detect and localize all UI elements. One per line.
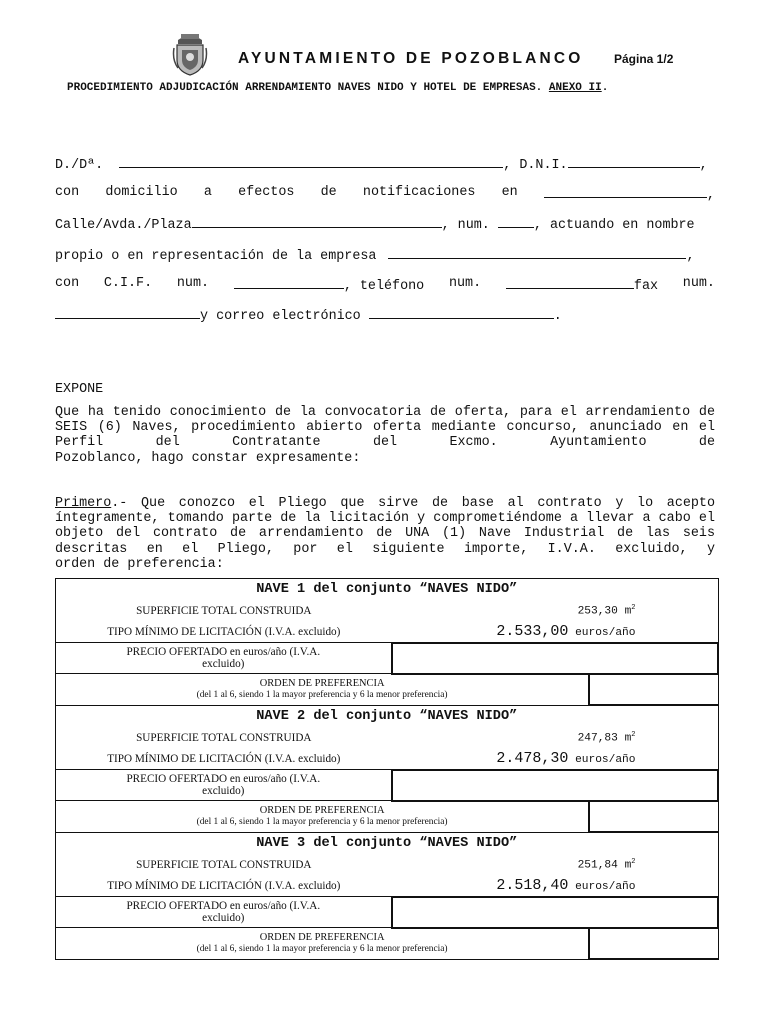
nave-title: NAVE 1 del conjunto “NAVES NIDO” (56, 579, 719, 601)
precio-label: PRECIO OFERTADO en euros/año (I.V.A. excluido) (56, 770, 392, 801)
tipo-value: 2.478,30 euros/año (496, 749, 636, 767)
tipo-value: 2.533,00 euros/año (496, 622, 636, 640)
superficie-label: SUPERFICIE TOTAL CONSTRUIDA (136, 858, 312, 871)
name-dni-line: D./Dª. , D.N.I. , (55, 155, 715, 173)
precio-row (56, 897, 719, 928)
precio-input[interactable] (392, 897, 718, 928)
superficie-value: 251,84 $m^2$ (577, 857, 636, 872)
tipo-row (56, 748, 719, 770)
precio-input[interactable] (392, 643, 718, 674)
name-field[interactable] (119, 155, 503, 168)
precio-label: PRECIO OFERTADO en euros/año (I.V.A. excluido) (56, 643, 392, 674)
orden-row (56, 674, 719, 706)
empresa-field[interactable] (388, 246, 686, 259)
tipo-label: TIPO MÍNIMO DE LICITACIÓN (I.V.A. excluido) (107, 879, 341, 892)
superficie-row (56, 854, 719, 875)
orden-input[interactable] (589, 928, 718, 960)
orden-label: ORDEN DE PREFERENCIA (del 1 al 6, siendo 1 la mayor preferencia y 6 la menor preferencia) (56, 928, 590, 960)
precio-input[interactable] (392, 770, 718, 801)
nave-header-row (56, 579, 719, 601)
coat-of-arms-icon (172, 30, 208, 76)
tipo-label: TIPO MÍNIMO DE LICITACIÓN (I.V.A. excluido) (107, 752, 341, 765)
domicilio-line: con domicilio a efectos de notificaciones en , (55, 185, 715, 203)
domicilio-field[interactable] (544, 185, 707, 198)
orden-label: ORDEN DE PREFERENCIA (del 1 al 6, siendo 1 la mayor preferencia y 6 la menor preferencia) (56, 801, 590, 833)
calle-line: Calle/Avda./Plaza , num. , actuando en nombre (55, 215, 715, 233)
nave-header-row (56, 832, 719, 854)
calle-field[interactable] (192, 215, 442, 228)
cif-line: con C.I.F. num. , teléfono num. fax num. (55, 276, 715, 294)
orden-input[interactable] (589, 674, 718, 706)
superficie-label: SUPERFICIE TOTAL CONSTRUIDA (136, 731, 312, 744)
annex-label: ANEXO II (548, 82, 602, 94)
superficie-label: SUPERFICIE TOTAL CONSTRUIDA (136, 604, 312, 617)
superficie-value: 253,30 $m^2$ (577, 603, 636, 618)
orden-input[interactable] (589, 801, 718, 833)
page-title: AYUNTAMIENTO DE POZOBLANCO (238, 50, 584, 67)
nave-title: NAVE 3 del conjunto “NAVES NIDO” (56, 832, 719, 854)
dni-field[interactable] (568, 155, 700, 168)
primero-paragraph: Primero.- Que conozco el Pliego que sirve de base al contrato y lo acepto íntegramente, tomando parte de la licitación y comprometiéndome a llevar a cabo el objeto del contrato de arrendamiento de UNA (1) Nave Industrial de las seis descritas en el Pliego, por el siguiente importe, I.V.A. excluido, y orden de preferencia: (55, 496, 715, 572)
tipo-row (56, 621, 719, 643)
nave-header-row (56, 705, 719, 727)
num-field[interactable] (498, 215, 534, 228)
document-subtitle: PROCEDIMIENTO ADJUDICACIÓN ARRENDAMIENTO NAVES NIDO Y HOTEL DE EMPRESAS. ANEXO II. (67, 82, 609, 94)
superficie-row (56, 600, 719, 621)
superficie-value: 247,83 $m^2$ (577, 730, 636, 745)
precio-row (56, 643, 719, 674)
precio-label: PRECIO OFERTADO en euros/año (I.V.A. excluido) (56, 897, 392, 928)
orden-row (56, 928, 719, 960)
orden-label: ORDEN DE PREFERENCIA (del 1 al 6, siendo 1 la mayor preferencia y 6 la menor preferencia) (56, 674, 590, 706)
expone-heading: EXPONE (55, 382, 104, 397)
orden-row (56, 801, 719, 833)
empresa-line: propio o en representación de la empresa , (55, 246, 715, 264)
telefono-field[interactable] (506, 276, 634, 289)
tipo-label: TIPO MÍNIMO DE LICITACIÓN (I.V.A. excluido) (107, 625, 341, 638)
superficie-row (56, 727, 719, 748)
expone-paragraph: Que ha tenido conocimiento de la convocatoria de oferta, para el arrendamiento de SEIS (6) Naves, procedimiento abierto oferta mediante concurso, anunciado en el Perfil del Contratante del Excmo. Ayuntamiento de Pozoblanco, hago constar expresamente: (55, 405, 715, 466)
precio-row (56, 770, 719, 801)
nave-title: NAVE 2 del conjunto “NAVES NIDO” (56, 705, 719, 727)
primero-label: Primero (55, 496, 112, 511)
fax-field[interactable] (55, 306, 200, 319)
page-number: Página 1/2 (614, 52, 674, 66)
naves-table (55, 578, 719, 960)
cif-field[interactable] (234, 276, 344, 289)
correo-line: y correo electrónico . (55, 306, 715, 324)
email-field[interactable] (369, 306, 554, 319)
tipo-value: 2.518,40 euros/año (496, 876, 636, 894)
tipo-row (56, 875, 719, 897)
